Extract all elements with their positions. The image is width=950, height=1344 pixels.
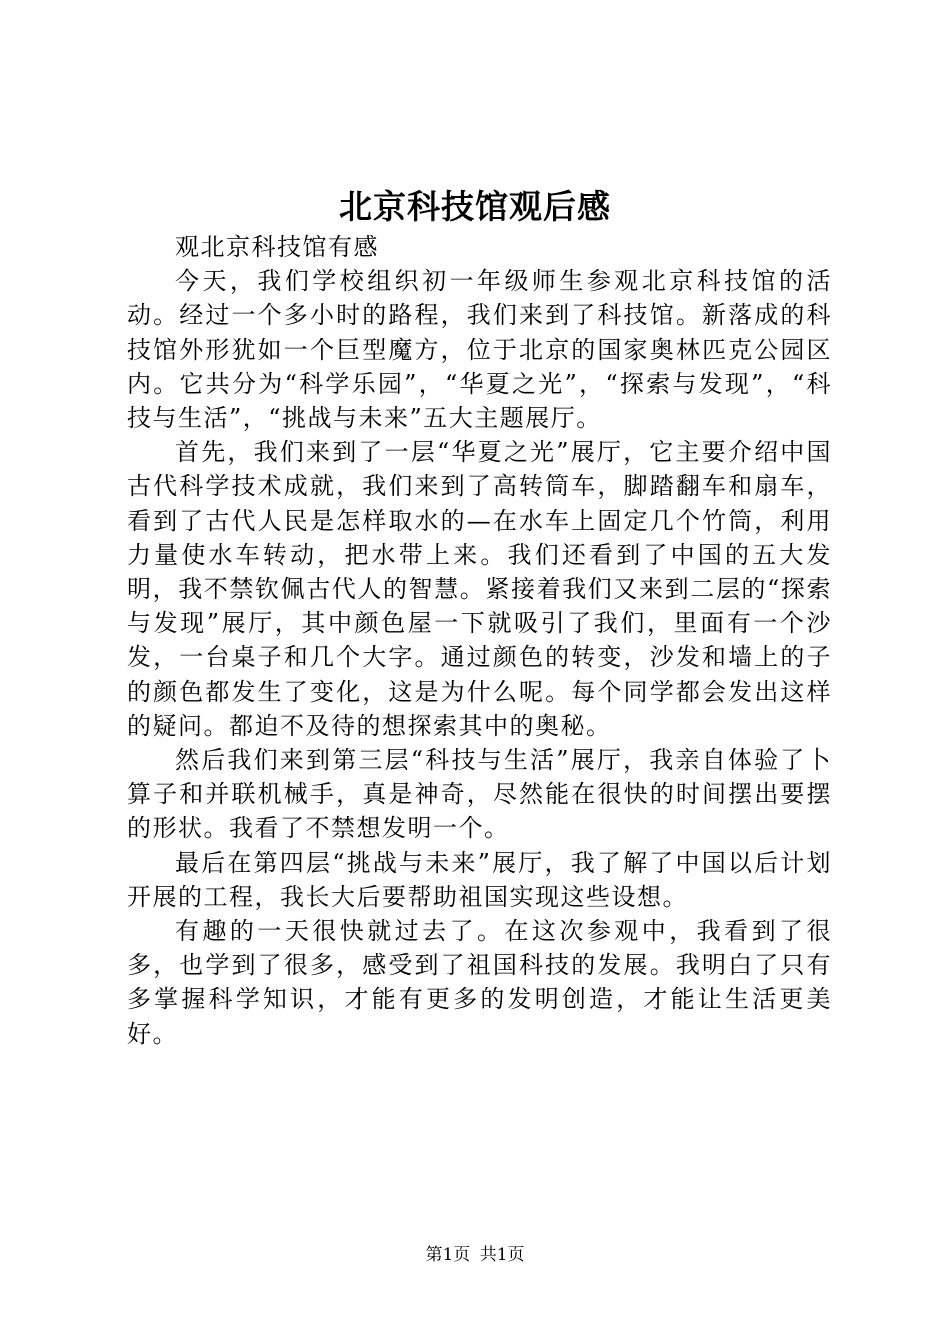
paragraph-intro: 今天，我们学校组织初一年级师生参观北京科技馆的活动。经过一个多小时的路程，我们来到了科技馆。新落成的科技馆外形犹如一个巨型魔方，位于北京的国家奥林匹克公园区内。它共分为“科学乐园”，“华夏之光”，“探索与发现”，“科技与生活”，“挑战与未来”五大主题展厅。 [127,267,832,433]
paragraph-conclusion: 有趣的一天很快就过去了。在这次参观中，我看到了很多，也学到了很多，感受到了祖国科技的发展。我明白了只有多掌握科学知识，才能有更多的发明创造，才能让生活更美好。 [127,917,832,1048]
document-body [127,230,832,1051]
page-total: 共1页 [479,1245,525,1265]
paragraph-fourth-floor: 最后在第四层“挑战与未来”展厅，我了解了中国以后计划开展的工程，我长大后要帮助祖国实现这些设想。 [127,848,832,911]
paragraph-third-floor: 然后我们来到第三层“科技与生活”展厅，我亲自体验了卜算子和并联机械手，真是神奇，尽然能在很快的时间摆出要摆的形状。我看了不禁想发明一个。 [127,746,832,843]
page-footer [0,1243,950,1267]
page-number: 第1页 [425,1245,471,1265]
document-title: 北京科技馆观后感 [339,187,611,226]
paragraph-first-exhibit: 首先，我们来到了一层“华夏之光”展厅，它主要介绍中国古代科学技术成就，我们来到了高转筒车，脚踏翻车和扇车，看到了古代人民是怎样取水的—在水车上固定几个竹筒，利用力量使水车转动，把水带上来。我们还看到了中国的五大发明，我不禁钦佩古代人的智慧。紧接着我们又来到二层的“探索与发现”展厅，其中颜色屋一下就吸引了我们，里面有一个沙发，一台桌子和几个大字。通过颜色的转变，沙发和墙上的子的颜色都发生了变化，这是为什么呢。每个同学都会发出这样的疑问。都迫不及待的想探索其中的奥秘。 [127,438,832,740]
paragraph-subtitle: 观北京科技馆有感 [175,233,379,261]
